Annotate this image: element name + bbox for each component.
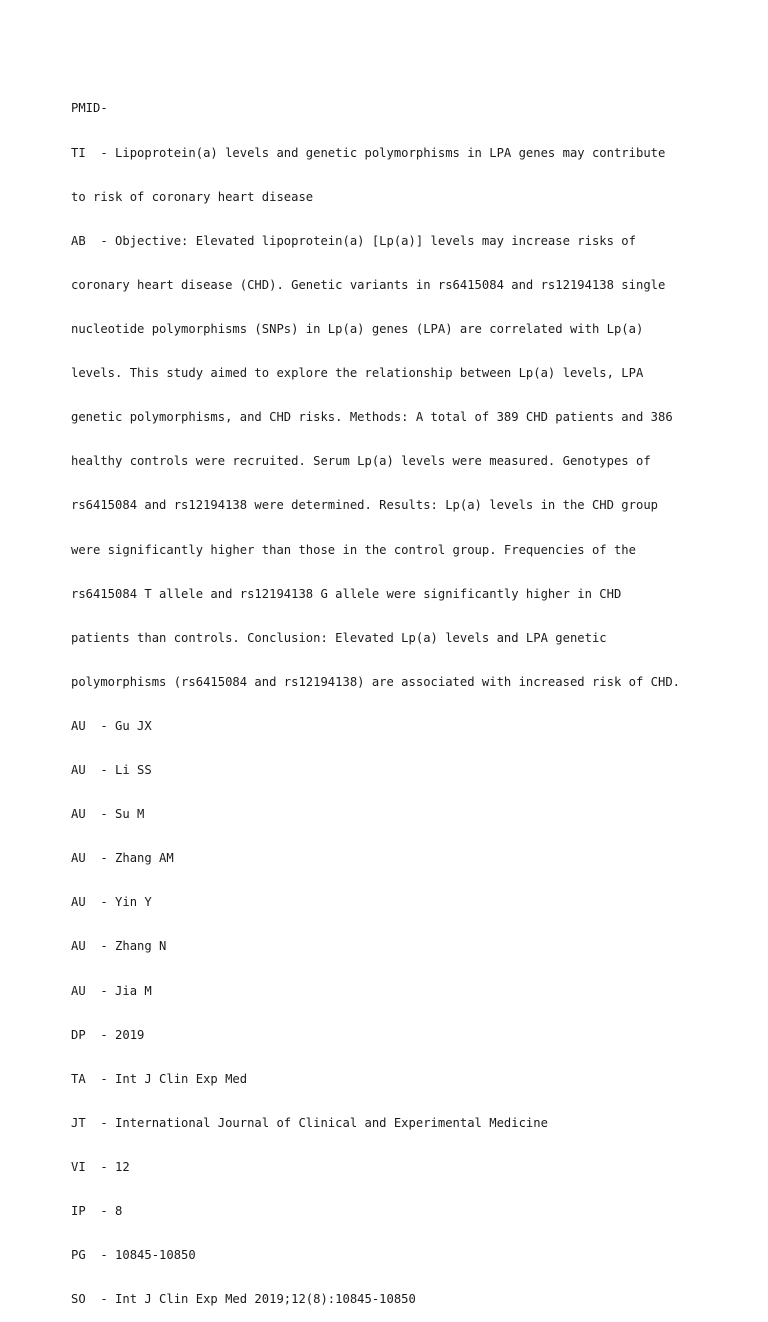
title-line-1: TI - Lipoprotein(a) levels and genetic polymorphisms in LPA genes may contribute — [71, 145, 666, 160]
abstract-line-6: healthy controls were recruited. Serum Lp(a) levels were measured. Genotypes of — [71, 454, 651, 469]
journal-title-line: JT - International Journal of Clinical and Experimental Medicine — [71, 1115, 548, 1130]
issue-line: IP - 8 — [71, 1204, 123, 1219]
abstract-line-7: rs6415084 and rs12194138 were determined. Results: Lp(a) levels in the CHD group — [71, 498, 658, 513]
abstract-line-11: polymorphisms (rs6415084 and rs12194138) are associated with increased risk of CHD. — [71, 674, 681, 689]
abstract-line-4: levels. This study aimed to explore the relationship between Lp(a) levels, LPA — [71, 366, 644, 381]
abstract-line-9: rs6415084 T allele and rs12194138 G allele were significantly higher in CHD — [71, 586, 622, 601]
author-line: AU - Yin Y — [71, 895, 152, 910]
publication-date-line: DP - 2019 — [71, 1027, 145, 1042]
abstract-line-10: patients than controls. Conclusion: Elevated Lp(a) levels and LPA genetic — [71, 630, 607, 645]
author-line: AU - Jia M — [71, 983, 152, 998]
source-line: SO - Int J Clin Exp Med 2019;12(8):10845-10850 — [71, 1292, 416, 1307]
journal-abbrev-line: TA - Int J Clin Exp Med — [71, 1071, 248, 1086]
author-line: AU - Gu JX — [71, 718, 152, 733]
author-line: AU - Zhang N — [71, 939, 167, 954]
author-line: AU - Li SS — [71, 763, 152, 778]
abstract-line-8: were significantly higher than those in the control group. Frequencies of the — [71, 542, 636, 557]
abstract-line-5: genetic polymorphisms, and CHD risks. Methods: A total of 389 CHD patients and 386 — [71, 410, 673, 425]
abstract-line-1: AB - Objective: Elevated lipoprotein(a) [Lp(a)] levels may increase risks of — [71, 233, 636, 248]
abstract-line-3: nucleotide polymorphisms (SNPs) in Lp(a) genes (LPA) are correlated with Lp(a) — [71, 321, 644, 336]
author-line: AU - Zhang AM — [71, 851, 174, 866]
author-line: AU - Su M — [71, 807, 145, 822]
pmid-line: PMID- — [71, 101, 108, 116]
volume-line: VI - 12 — [71, 1160, 130, 1175]
title-line-2: to risk of coronary heart disease — [71, 189, 314, 204]
medline-record — [71, 72, 711, 1322]
abstract-line-2: coronary heart disease (CHD). Genetic variants in rs6415084 and rs12194138 single — [71, 277, 666, 292]
pagination-line: PG - 10845-10850 — [71, 1248, 196, 1263]
